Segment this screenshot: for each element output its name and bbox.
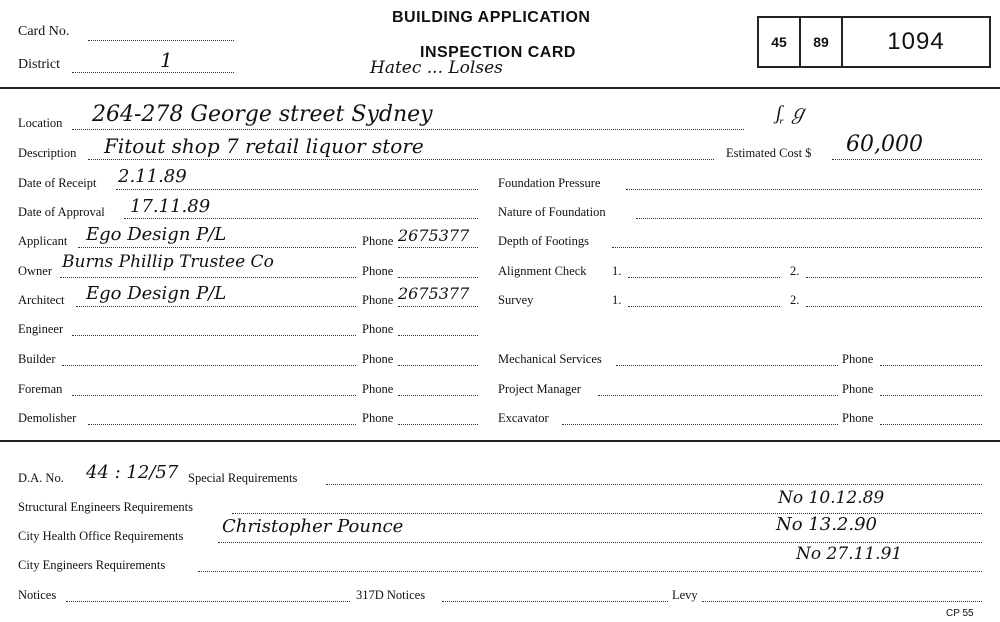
survey-label: Survey: [498, 293, 534, 307]
foundation-pressure-label: Foundation Pressure: [498, 176, 601, 190]
builder-phone-label: Phone: [362, 352, 394, 366]
date-of-approval-value: 17.11.89: [130, 196, 211, 217]
project-manager-label: Project Manager: [498, 382, 581, 396]
special-requirements-line: [326, 484, 982, 485]
estimated-cost-label: Estimated Cost $: [726, 146, 812, 160]
demolisher-label: Demolisher: [18, 411, 77, 425]
architect-phone-value: 2675377: [398, 284, 470, 303]
foreman-label: Foreman: [18, 382, 63, 396]
builder-label: Builder: [18, 352, 56, 366]
project-manager-line: [598, 395, 838, 396]
date-of-receipt-label: Date of Receipt: [18, 176, 97, 190]
excavator-label: Excavator: [498, 411, 549, 425]
project-manager-phone-label: Phone: [842, 382, 874, 396]
estimated-cost-value: 60,000: [846, 132, 923, 157]
applicant-value: Ego Design P/L: [86, 224, 227, 245]
demolisher-phone-label: Phone: [362, 411, 394, 425]
applicant-phone-value: 2675377: [398, 226, 470, 245]
card-no-label: Card No.: [18, 24, 70, 39]
handwritten-header-note: Hatec ... Lolses: [370, 58, 503, 78]
architect-phone-line: [398, 306, 478, 307]
foreman-phone-line: [398, 395, 478, 396]
signature-mark: ʃ᷊ ℊ: [776, 100, 809, 124]
engineer-line: [72, 335, 356, 336]
district-label: District: [18, 57, 60, 72]
location-line: [72, 129, 744, 130]
applicant-phone-label: Phone: [362, 234, 394, 248]
builder-line: [62, 365, 356, 366]
applicant-label: Applicant: [18, 234, 68, 248]
demolisher-phone-line: [398, 424, 478, 425]
date-of-approval-label: Date of Approval: [18, 205, 105, 219]
engineer-label: Engineer: [18, 322, 64, 336]
demolisher-line: [88, 424, 356, 425]
box-a: 45: [759, 18, 801, 66]
owner-phone-label: Phone: [362, 264, 394, 278]
levy-label: Levy: [672, 588, 698, 602]
applicant-phone-line: [398, 247, 478, 248]
mechanical-services-phone-label: Phone: [842, 352, 874, 366]
box-b: 89: [801, 18, 843, 66]
divider-middle: [0, 440, 1000, 442]
date-of-receipt-line: [116, 189, 478, 190]
district-line: [72, 72, 234, 73]
box-c: 1094: [887, 28, 945, 55]
owner-line: [60, 277, 356, 278]
special-requirements-label: Special Requirements: [188, 471, 298, 485]
foundation-pressure-line: [626, 189, 982, 190]
description-line: [88, 159, 714, 160]
city-engineers-value: No 27.11.91: [796, 544, 903, 564]
mechanical-services-phone-line: [880, 365, 982, 366]
levy-line: [702, 601, 982, 602]
survey-line1: [628, 306, 780, 307]
city-health-value2: No 13.2.90: [776, 514, 878, 535]
survey-line2: [806, 306, 982, 307]
mechanical-services-line: [616, 365, 838, 366]
city-engineers-label: City Engineers Requirements: [18, 558, 166, 572]
engineer-phone-line: [398, 335, 478, 336]
da-no-value: 44 : 12/57: [86, 462, 179, 483]
survey-num1: 1.: [612, 293, 622, 307]
description-value: Fitout shop 7 retail liquor store: [104, 134, 424, 158]
alignment-check-line1: [628, 277, 780, 278]
depth-of-footings-label: Depth of Footings: [498, 234, 589, 248]
nature-of-foundation-line: [636, 218, 982, 219]
architect-label: Architect: [18, 293, 65, 307]
city-engineers-line: [198, 571, 982, 572]
project-manager-phone-line: [880, 395, 982, 396]
title-inspection-card: INSPECTION CARD: [420, 44, 576, 61]
description-label: Description: [18, 146, 77, 160]
applicant-line: [78, 247, 356, 248]
owner-value: Burns Phillip Trustee Co: [62, 252, 274, 272]
excavator-phone-line: [880, 424, 982, 425]
notices-317d-line: [442, 601, 668, 602]
foreman-phone-label: Phone: [362, 382, 394, 396]
date-of-receipt-value: 2.11.89: [118, 166, 187, 187]
notices-317d-label: 317D Notices: [356, 588, 426, 602]
divider-top: [0, 87, 1000, 89]
owner-label: Owner: [18, 264, 53, 278]
survey-num2: 2.: [790, 293, 800, 307]
excavator-phone-label: Phone: [842, 411, 874, 425]
alignment-check-num1: 1.: [612, 264, 622, 278]
mechanical-services-label: Mechanical Services: [498, 352, 602, 366]
alignment-check-line2: [806, 277, 982, 278]
estimated-cost-line: [832, 159, 982, 160]
architect-line: [76, 306, 356, 307]
notices-label: Notices: [18, 588, 57, 602]
date-of-approval-line: [124, 218, 478, 219]
engineer-phone-label: Phone: [362, 322, 394, 336]
da-no-label: D.A. No.: [18, 471, 64, 485]
builder-phone-line: [398, 365, 478, 366]
alignment-check-num2: 2.: [790, 264, 800, 278]
alignment-check-label: Alignment Check: [498, 264, 587, 278]
district-value: 1: [160, 48, 173, 72]
structural-engineers-label: Structural Engineers Requirements: [18, 500, 193, 514]
location-label: Location: [18, 116, 63, 130]
card-no-line: [88, 40, 234, 41]
architect-value: Ego Design P/L: [86, 283, 227, 304]
architect-phone-label: Phone: [362, 293, 394, 307]
card-number-box: [757, 16, 991, 68]
depth-of-footings-line: [612, 247, 982, 248]
city-health-line: [218, 542, 982, 543]
location-value: 264-278 George street Sydney: [92, 102, 433, 127]
nature-of-foundation-label: Nature of Foundation: [498, 205, 606, 219]
foreman-line: [72, 395, 356, 396]
city-health-value: Christopher Pounce: [222, 516, 404, 537]
owner-phone-line: [398, 277, 478, 278]
form-code: CP 55: [946, 608, 974, 619]
title-building-application: BUILDING APPLICATION: [392, 9, 591, 26]
structural-engineers-value: No 10.12.89: [778, 488, 885, 508]
notices-line: [66, 601, 350, 602]
excavator-line: [562, 424, 838, 425]
city-health-label: City Health Office Requirements: [18, 529, 184, 543]
